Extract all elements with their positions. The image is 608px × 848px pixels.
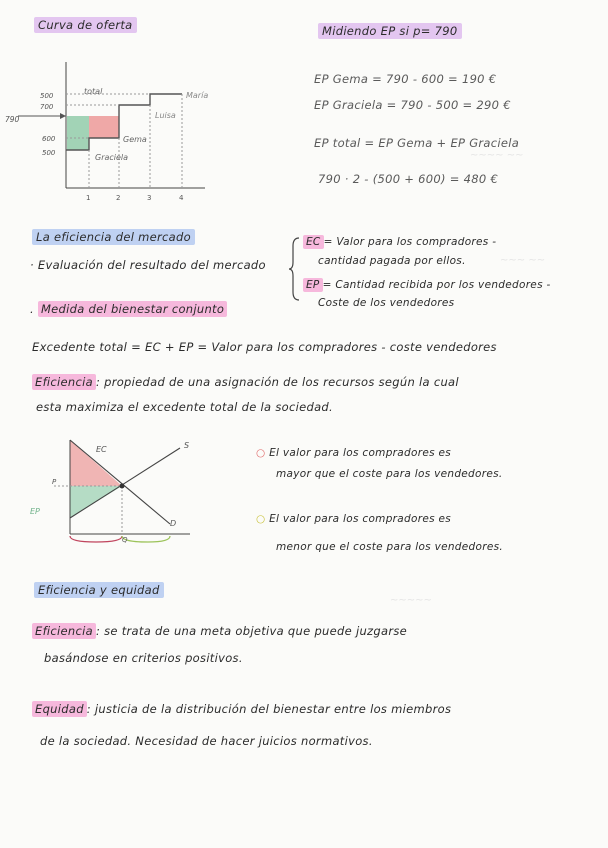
total-surplus-line: Excedente total = EC + EP = Valor para los compradores - coste vendedores (32, 340, 497, 354)
ec-definition-line1: EC = Valor para los compradores - (303, 235, 496, 249)
section-title-supply-curve: Curva de oferta (34, 18, 137, 32)
x-tick: 2 (116, 194, 121, 202)
y-tick: 600 (42, 135, 56, 143)
red-bullet-icon: ○ (256, 447, 266, 459)
label-graciela: Graciela (95, 153, 129, 162)
bullet-evaluation: · Evaluación del resultado del mercado (30, 258, 266, 272)
supply-label: S (184, 441, 190, 450)
show-through-text: ~~~~~ (390, 595, 432, 606)
y-tick: 500 (40, 92, 54, 100)
point-lower-value-line2: menor que el coste para los vendedores. (276, 541, 504, 553)
efficiency-objective-line1: Eficiencia : se trata de una meta objetiva que puede juzgarse (32, 624, 407, 638)
ep-definition-line2: Coste de los vendedores (318, 297, 455, 309)
section-title-efficiency-equity: Eficiencia y equidad (34, 583, 164, 597)
price-label: P (52, 478, 57, 486)
ec-label: EC (96, 445, 107, 454)
label-gema: Gema (123, 135, 147, 144)
ep-gema-area (89, 116, 119, 138)
yellow-bullet-icon: ○ (256, 513, 266, 525)
x-tick: 3 (147, 194, 152, 202)
efficiency-definition-line1: Eficiencia : propiedad de una asignación de los recursos según la cual (32, 375, 459, 389)
point-higher-value-line1: ○ El valor para los compradores es (256, 447, 452, 459)
point-higher-value-line2: mayor que el coste para los vendedores. (276, 468, 503, 480)
section-title-market-efficiency: La eficiencia del mercado (32, 230, 195, 244)
efficiency-definition-line2: esta maximiza el excedente total de la sociedad. (36, 400, 333, 414)
y-tick: 700 (40, 103, 54, 111)
ep-total-calc-line: 790 · 2 - (500 + 600) = 480 € (318, 172, 499, 186)
price-marker: 790 (5, 115, 20, 124)
ep-total-line: EP total = EP Gema + EP Graciela (314, 136, 520, 150)
x-tick: 4 (179, 194, 184, 202)
ep-graciela-line: EP Graciela = 790 - 500 = 290 € (314, 98, 511, 112)
surplus-graph (30, 432, 210, 552)
efficiency-objective-line2: basándose en criterios positivos. (44, 651, 243, 665)
label-luisa: Luisa (155, 111, 176, 120)
equity-definition-line2: de la sociedad. Necesidad de hacer juicios normativos. (40, 734, 373, 748)
supply-curve-graph (0, 58, 230, 218)
section-title-measuring-ep: Midiendo EP si p= 790 (318, 24, 462, 38)
show-through-text: ~~~~ ~~ (470, 150, 524, 161)
demand-label: D (170, 519, 177, 528)
brace-icon (289, 236, 301, 302)
show-through-text: ~~~ ~~ (500, 255, 546, 266)
point-lower-value-line1: ○ El valor para los compradores es (256, 513, 452, 525)
x-tick: 1 (86, 194, 91, 202)
quantity-label: Q (122, 536, 128, 544)
ec-definition-line2: cantidad pagada por ellos. (318, 255, 466, 267)
equity-definition-line1: Equidad : justicia de la distribución del bienestar entre los miembros (32, 702, 451, 716)
ep-definition-line1: EP = Cantidad recibida por los vendedores - (303, 278, 551, 292)
label-total: total (84, 87, 103, 96)
bullet-welfare-measure: . Medida del bienestar conjunto (30, 302, 227, 316)
ep-label: EP (30, 507, 40, 516)
ep-gema-line: EP Gema = 790 - 600 = 190 € (314, 72, 497, 86)
label-maria: María (186, 91, 209, 100)
y-tick: 500 (42, 149, 56, 157)
ep-graciela-area (67, 116, 89, 150)
